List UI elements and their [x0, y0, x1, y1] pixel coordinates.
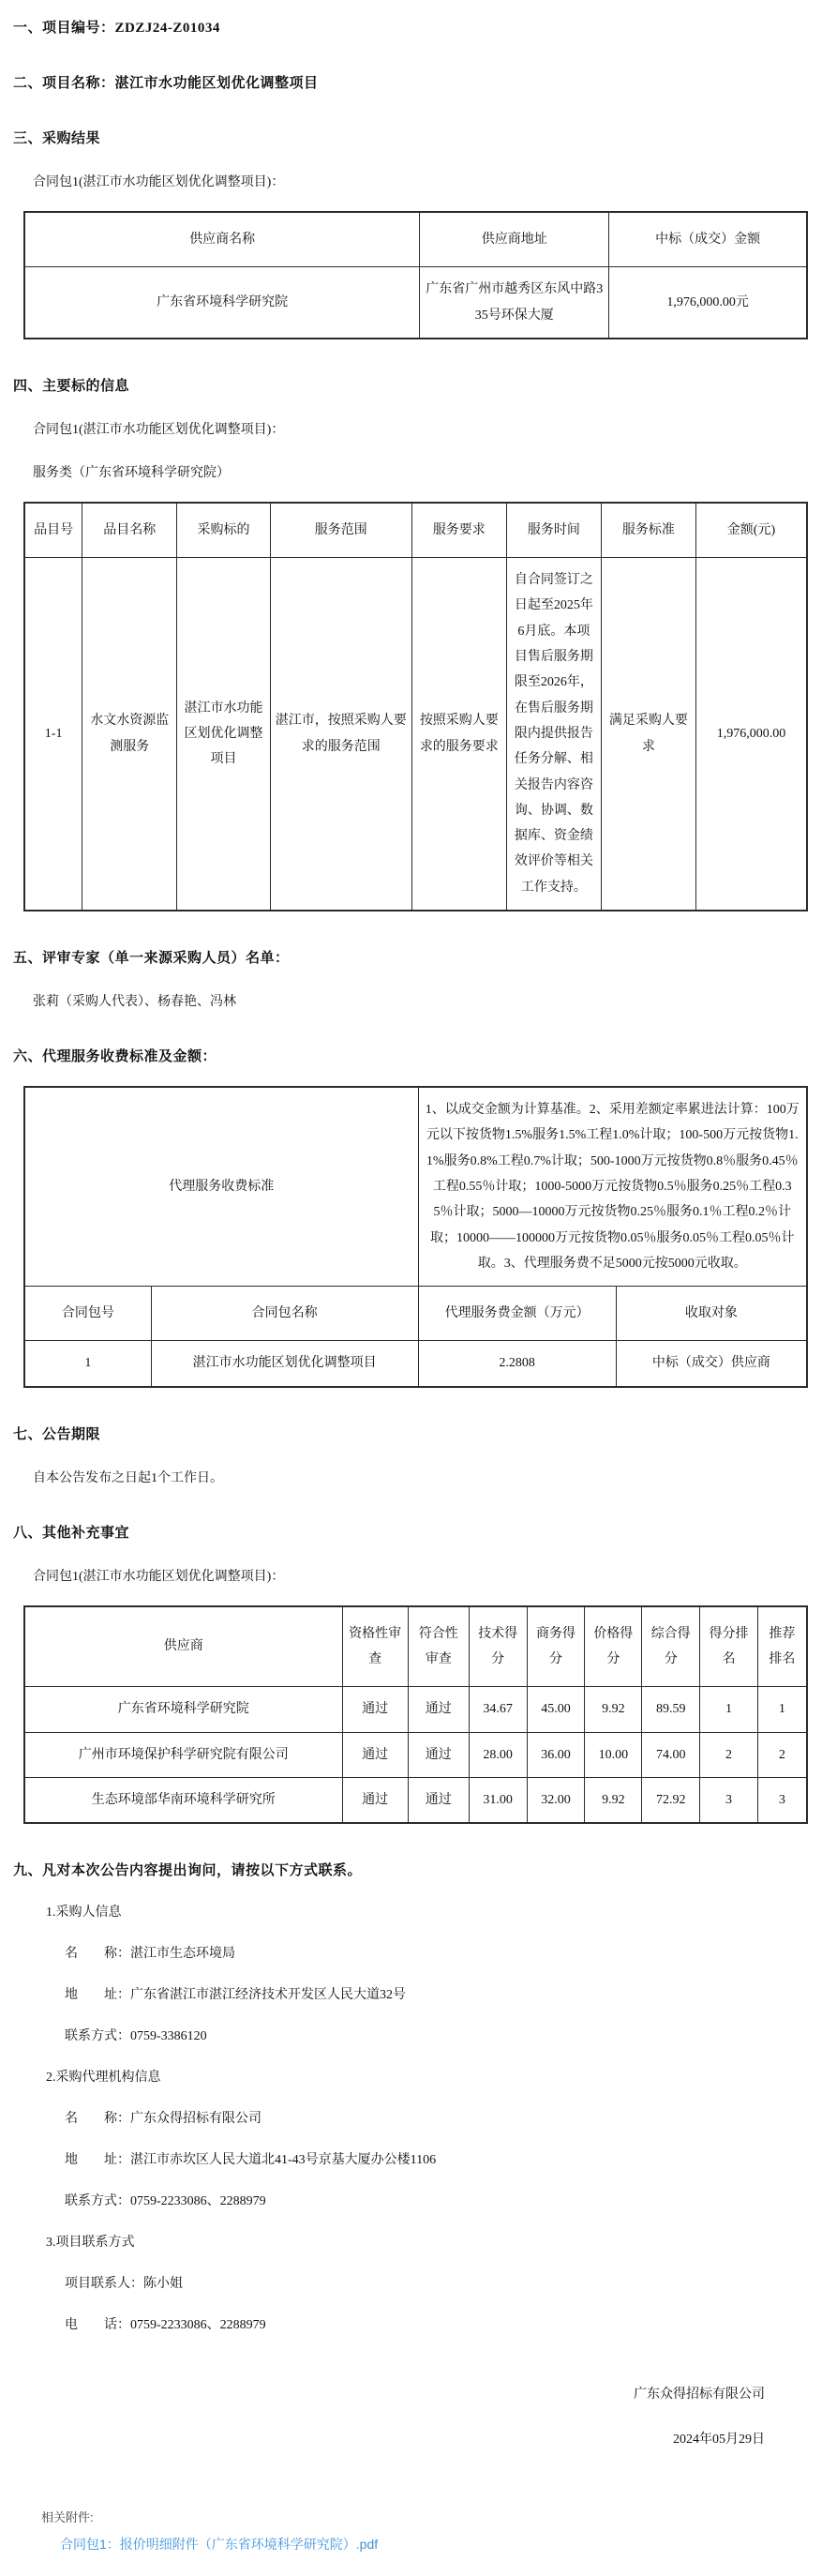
fee-standard-text: 1、以成交金额为计算基准。2、采用差额定率累进法计算：100万元以下按货物1.5%服务1.5%工程1.0%计取；100-500万元按货物1.1%服务0.8%工程0.7%计取；500-1000万元按货物0.8％服务0.45％工程0.55％计取；1000-5000万元按货物0.5％服务0.25％工程0.35％计取；5000—10000万元按货物0.25％服务0.1％工程0.2％计取；10000——100000万元按货物0.05％服务0.05％工程0.05％计取。3、代理服务费不足5000元按5000元收取。 [418, 1087, 807, 1287]
table-header-row [24, 503, 807, 558]
header-award-amount: 中标（成交）金额 [609, 212, 807, 267]
header-package-name: 合同包名称 [151, 1287, 418, 1341]
cell-qualification-review: 通过 [342, 1687, 408, 1732]
agency-fee-table [23, 1086, 808, 1388]
table-row [24, 1341, 807, 1387]
table-row [24, 267, 807, 339]
cell-business-score: 45.00 [527, 1687, 585, 1732]
section-9-contact-heading: 九、凡对本次公告内容提出询问，请按以下方式联系。 [13, 1863, 363, 1879]
header-score-rank: 得分排名 [700, 1606, 758, 1687]
section-6-agency-fee-heading: 六、代理服务收费标准及金额： [13, 1049, 217, 1065]
cell-technical-score: 28.00 [469, 1732, 527, 1777]
header-service-standard: 服务标准 [601, 503, 695, 558]
signature-company: 广东众得招标有限公司 [634, 2388, 765, 2403]
cell-supplier: 生态环境部华南环境科学研究所 [24, 1777, 342, 1823]
cell-supplier: 广东省环境科学研究院 [24, 1687, 342, 1732]
section-3-procurement-result-heading: 三、采购结果 [13, 131, 101, 146]
header-supplier-address: 供应商地址 [420, 212, 609, 267]
cell-qualification-review: 通过 [342, 1777, 408, 1823]
agency-name: 名 称：广东众得招标有限公司 [65, 2112, 262, 2127]
section-4-category-line: 服务类（广东省环境科学研究院） [33, 465, 230, 480]
cell-fee-amount: 2.2808 [418, 1341, 616, 1387]
signature-date: 2024年05月29日 [673, 2433, 765, 2448]
attachments-label: 相关附件: [41, 2510, 94, 2525]
header-fee-amount: 代理服务费金额（万元） [418, 1287, 616, 1341]
cell-score-rank: 3 [700, 1777, 758, 1823]
signature-block [13, 2384, 765, 2448]
header-item-number: 品目号 [24, 503, 82, 558]
section-3-package-line: 合同包1(湛江市水功能区划优化调整项目)： [33, 175, 285, 189]
header-service-requirement: 服务要求 [411, 503, 506, 558]
cell-score-rank: 2 [700, 1732, 758, 1777]
agency-info-title: 2.采购代理机构信息 [46, 2071, 161, 2086]
table-row [24, 1732, 807, 1777]
agency-address: 地 址：湛江市赤坎区人民大道北41-43号京基大厦办公楼1106 [65, 2153, 437, 2168]
cell-recommend-rank: 1 [757, 1687, 807, 1732]
section-7-announcement-period-heading: 七、公告期限 [13, 1426, 101, 1442]
cell-total-score: 72.92 [642, 1777, 700, 1823]
project-contact-person: 项目联系人：陈小姐 [65, 2277, 183, 2292]
cell-fee-payer: 中标（成交）供应商 [616, 1341, 807, 1387]
cell-supplier: 广州市环境保护科学研究院有限公司 [24, 1732, 342, 1777]
supplier-result-table [23, 211, 808, 339]
cell-technical-score: 34.67 [469, 1687, 527, 1732]
section-4-main-subject-heading: 四、主要标的信息 [13, 378, 130, 394]
purchaser-phone: 联系方式：0759-3386120 [65, 2029, 207, 2044]
table-header-row [24, 212, 807, 267]
purchaser-name: 名 称：湛江市生态环境局 [65, 1947, 235, 1962]
main-subject-table [23, 502, 808, 911]
cell-business-score: 36.00 [527, 1732, 585, 1777]
table-header-row [24, 1606, 807, 1687]
section-1-project-number-heading: 一、项目编号：ZDZJ24-Z01034 [13, 21, 220, 36]
cell-recommend-rank: 3 [757, 1777, 807, 1823]
purchaser-info-title: 1.采购人信息 [46, 1906, 122, 1921]
cell-award-amount: 1,976,000.00元 [609, 267, 807, 339]
header-package-number: 合同包号 [24, 1287, 151, 1341]
header-supplier-name: 供应商名称 [24, 212, 420, 267]
table-row [24, 1777, 807, 1823]
cell-procurement-subject: 湛江市水功能区划优化调整项目 [177, 558, 270, 911]
attachment-pdf-link[interactable]: 合同包1：报价明细附件（广东省环境科学研究院）.pdf [60, 2537, 379, 2553]
cell-conformity-review: 通过 [408, 1777, 469, 1823]
cell-recommend-rank: 2 [757, 1732, 807, 1777]
cell-business-score: 32.00 [527, 1777, 585, 1823]
section-8-package-line: 合同包1(湛江市水功能区划优化调整项目)： [33, 1569, 285, 1584]
header-amount-yuan: 金额(元) [695, 503, 807, 558]
contact-info-block [13, 1902, 809, 2333]
purchaser-address: 地 址：广东省湛江市湛江经济技术开发区人民大道32号 [65, 1988, 406, 2003]
cell-service-time: 自合同签订之日起至2025年6月底。本项目售后服务期限至2026年，在售后服务期限内提供报告任务分解、相关报告内容咨询、协调、数据库、资金绩效评价等相关工作支持。 [506, 558, 601, 911]
header-service-scope: 服务范围 [270, 503, 411, 558]
related-attachments-block [13, 2508, 809, 2576]
project-contact-title: 3.项目联系方式 [46, 2236, 135, 2251]
cell-item-number: 1-1 [24, 558, 82, 911]
header-conformity-review: 符合性审查 [408, 1606, 469, 1687]
cell-price-score: 9.92 [585, 1687, 642, 1732]
cell-package-name: 湛江市水功能区划优化调整项目 [151, 1341, 418, 1387]
cell-score-rank: 1 [700, 1687, 758, 1732]
header-qualification-review: 资格性审查 [342, 1606, 408, 1687]
cell-amount-yuan: 1,976,000.00 [695, 558, 807, 911]
cell-package-number: 1 [24, 1341, 151, 1387]
cell-supplier-address: 广东省广州市越秀区东风中路335号环保大厦 [420, 267, 609, 339]
cell-total-score: 89.59 [642, 1687, 700, 1732]
cell-price-score: 9.92 [585, 1777, 642, 1823]
table-row [24, 558, 807, 911]
cell-item-name: 水文水资源监测服务 [82, 558, 177, 911]
agency-phone: 联系方式：0759-2233086、2288979 [65, 2194, 266, 2209]
fee-standard-label: 代理服务收费标准 [24, 1087, 418, 1287]
cell-service-scope: 湛江市，按照采购人要求的服务范围 [270, 558, 411, 911]
cell-service-standard: 满足采购人要求 [601, 558, 695, 911]
cell-technical-score: 31.00 [469, 1777, 527, 1823]
section-2-project-name-heading: 二、项目名称：湛江市水功能区划优化调整项目 [13, 76, 319, 91]
evaluation-score-table [23, 1605, 808, 1824]
expert-names: 张莉（采购人代表）、杨春艳、冯林 [33, 995, 236, 1010]
header-service-time: 服务时间 [506, 503, 601, 558]
section-4-package-line: 合同包1(湛江市水功能区划优化调整项目)： [33, 422, 285, 437]
header-technical-score: 技术得分 [469, 1606, 527, 1687]
header-recommend-rank: 推荐排名 [757, 1606, 807, 1687]
header-total-score: 综合得分 [642, 1606, 700, 1687]
section-5-experts-heading: 五、评审专家（单一来源采购人员）名单： [13, 951, 290, 967]
header-business-score: 商务得分 [527, 1606, 585, 1687]
cell-conformity-review: 通过 [408, 1732, 469, 1777]
section-8-supplementary-heading: 八、其他补充事宜 [13, 1525, 130, 1541]
fee-standard-row [24, 1087, 807, 1287]
header-supplier: 供应商 [24, 1606, 342, 1687]
project-contact-phone: 电 话：0759-2233086、2288979 [65, 2318, 266, 2333]
announcement-period-text: 自本公告发布之日起1个工作日。 [33, 1470, 223, 1485]
cell-total-score: 74.00 [642, 1732, 700, 1777]
cell-supplier-name: 广东省环境科学研究院 [24, 267, 420, 339]
header-fee-payer: 收取对象 [616, 1287, 807, 1341]
cell-price-score: 10.00 [585, 1732, 642, 1777]
table-row [24, 1687, 807, 1732]
cell-qualification-review: 通过 [342, 1732, 408, 1777]
cell-conformity-review: 通过 [408, 1687, 469, 1732]
header-procurement-subject: 采购标的 [177, 503, 270, 558]
header-item-name: 品目名称 [82, 503, 177, 558]
header-price-score: 价格得分 [585, 1606, 642, 1687]
cell-service-requirement: 按照采购人要求的服务要求 [411, 558, 506, 911]
table-header-row [24, 1287, 807, 1341]
